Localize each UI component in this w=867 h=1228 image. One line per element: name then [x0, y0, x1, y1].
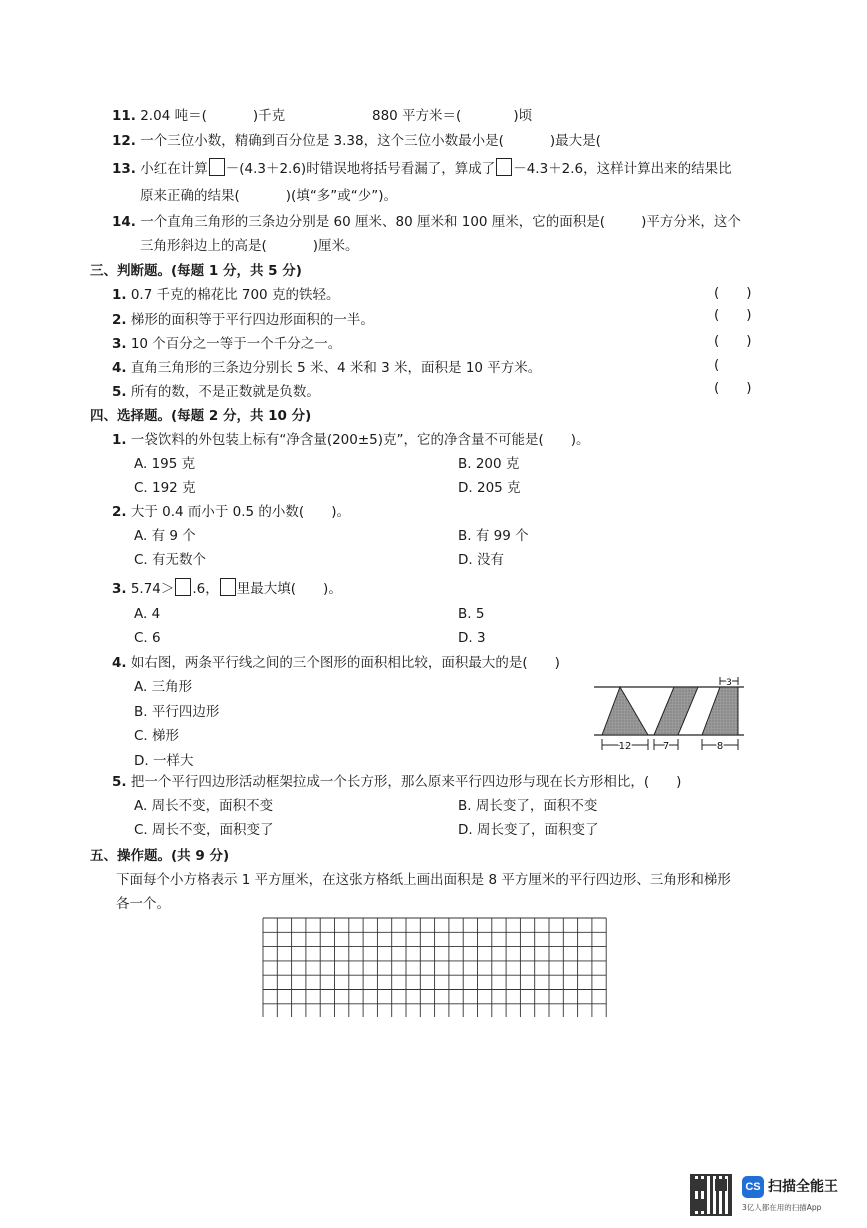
watermark-app-name: 扫描全能王 — [768, 1179, 838, 1195]
choice-q1-opt-b[interactable]: B. 200 克 — [458, 456, 520, 472]
choice-q5-number: 5. — [112, 774, 127, 790]
choice-q3-part2: .6， — [192, 581, 219, 597]
operate-instruction-line2: 各一个。 — [116, 896, 170, 912]
q13-part2: －(4.3＋2.6)时错误地将括号看漏了，算成了 — [225, 161, 496, 177]
q14-line1-a: 一个直角三角形的三条边分别是 60 厘米、80 厘米和 100 厘米，它的面积是( — [140, 214, 606, 230]
choice-q1-opt-d[interactable]: D. 205 克 — [458, 480, 521, 496]
choice-q1-text: 一袋饮料的外包装上标有“净含量(200±5)克”，它的净含量不可能是( )。 — [130, 432, 590, 448]
choice-q1-number: 1. — [112, 432, 127, 448]
q12-text: 一个三位小数，精确到百分位是 3.38，这个三位小数最小是( — [140, 133, 504, 149]
choice-q3-opt-c[interactable]: C. 6 — [134, 630, 161, 646]
q11-number: 11. — [112, 108, 136, 124]
choice-q3-opt-b[interactable]: B. 5 — [458, 606, 485, 622]
choice-q4-opt-b[interactable]: B. 平行四边形 — [134, 704, 220, 720]
operate-heading: 五、操作题。(共 9 分) — [90, 848, 230, 864]
judge-item-2-text: 梯形的面积等于平行四边形面积的一半。 — [130, 312, 374, 328]
choice-q5-opt-a[interactable]: A. 周长不变，面积不变 — [134, 798, 274, 814]
choice-q5-text: 把一个平行四边形活动框架拉成一个长方形，那么原来平行四边形与现在长方形相比，( ) — [130, 774, 682, 790]
q14-number: 14. — [112, 214, 136, 230]
choice-q2-opt-a[interactable]: A. 有 9 个 — [134, 528, 196, 544]
choice-q1-opt-a[interactable]: A. 195 克 — [134, 456, 196, 472]
choice-q2 — [112, 502, 350, 522]
q11-part-b: 880 平方米＝( — [372, 108, 462, 124]
judge-item-3-answer[interactable]: ( ) — [714, 333, 752, 349]
judge-item-1 — [112, 285, 339, 305]
q13-number: 13. — [112, 161, 136, 177]
judge-item-1-answer[interactable]: ( ) — [714, 285, 752, 301]
judge-item-4-number: 4. — [112, 360, 127, 376]
q11-part-a: 2.04 吨＝( — [140, 108, 207, 124]
qr-code-icon — [690, 1174, 732, 1216]
judge-item-5 — [112, 382, 320, 402]
choice-q3-opt-d[interactable]: D. 3 — [458, 630, 486, 646]
judge-item-4-text: 直角三角形的三条边分别长 5 米、4 米和 3 米，面积是 10 平方米。 — [130, 360, 542, 376]
judge-item-3-number: 3. — [112, 336, 127, 352]
judge-item-1-text: 0.7 千克的棉花比 700 克的铁轻。 — [130, 287, 340, 303]
choice-q5 — [112, 772, 681, 792]
choice-q2-opt-d[interactable]: D. 没有 — [458, 552, 504, 568]
judge-item-1-number: 1. — [112, 287, 127, 303]
choice-q2-opt-b[interactable]: B. 有 99 个 — [458, 528, 529, 544]
operate-instruction-line1: 下面每个小方格表示 1 平方厘米，在这张方格纸上画出面积是 8 平方厘米的平行四边形、三角形和梯形 — [116, 872, 731, 888]
square-grid-paper[interactable] — [262, 917, 608, 1021]
q12-tail: )最大是( — [549, 133, 601, 149]
q12-line — [112, 131, 601, 151]
q13-box-1 — [209, 158, 225, 176]
choice-q2-number: 2. — [112, 504, 127, 520]
q13-line1 — [112, 158, 732, 179]
choice-heading: 四、选择题。(每题 2 分，共 10 分) — [90, 408, 312, 424]
q14-line1-b: )平方分米，这个 — [641, 214, 741, 230]
choice-q5-opt-d[interactable]: D. 周长变了，面积变了 — [458, 822, 599, 838]
q14-line2 — [140, 236, 359, 256]
figure-label-8: 8 — [716, 741, 724, 752]
q13-box-2 — [496, 158, 512, 176]
q11-part-a-close: )千克 — [252, 108, 286, 124]
choice-q4 — [112, 653, 560, 673]
q11-part-b-close: )顷 — [513, 108, 533, 124]
choice-q4-opt-d[interactable]: D. 一样大 — [134, 753, 194, 769]
scanner-watermark — [690, 1172, 860, 1222]
choice-q5-opt-c[interactable]: C. 周长不变，面积变了 — [134, 822, 274, 838]
choice-q1 — [112, 430, 590, 450]
figure-label-3: 3 — [726, 678, 732, 688]
camscanner-logo-icon: CS — [742, 1176, 764, 1198]
choice-q3 — [112, 578, 342, 599]
triangle-shape — [602, 687, 648, 735]
choice-q5-opt-b[interactable]: B. 周长变了，面积不变 — [458, 798, 598, 814]
q13-line2 — [140, 186, 397, 206]
figure-label-7: 7 — [662, 741, 670, 752]
judge-item-4-answer[interactable]: ( — [714, 357, 720, 373]
q11-line — [112, 106, 285, 126]
judge-item-4 — [112, 358, 541, 378]
watermark-tagline: 3亿人都在用的扫描App — [742, 1203, 822, 1212]
q11-line-b — [372, 106, 532, 126]
choice-q2-text: 大于 0.4 而小于 0.5 的小数( )。 — [130, 504, 350, 520]
q14-line1 — [112, 212, 741, 232]
choice-q4-opt-a[interactable]: A. 三角形 — [134, 679, 193, 695]
choice-q3-part1: 5.74＞ — [130, 581, 175, 597]
judge-item-3-text: 10 个百分之一等于一个千分之一。 — [130, 336, 342, 352]
choice-q4-text: 如右图，两条平行线之间的三个图形的面积相比较，面积最大的是( ) — [130, 655, 560, 671]
q12-number: 12. — [112, 133, 136, 149]
q13-part3: －4.3＋2.6，这样计算出来的结果比 — [513, 161, 732, 177]
choice-q3-part3: 里最大填( )。 — [236, 581, 342, 597]
judge-item-2-number: 2. — [112, 312, 127, 328]
figure-label-12: 12 — [618, 741, 632, 752]
q14-line2-b: )厘米。 — [312, 238, 359, 254]
judge-item-5-text: 所有的数，不是正数就是负数。 — [130, 384, 320, 400]
q14-line2-a: 三角形斜边上的高是( — [140, 238, 267, 254]
judge-item-5-answer[interactable]: ( ) — [714, 380, 752, 396]
trapezoid-shape — [702, 687, 738, 735]
q13-part1: 小红在计算 — [140, 161, 208, 177]
q13-line2-a: 原来正确的结果( — [140, 188, 240, 204]
parallel-lines-figure — [592, 675, 757, 761]
parallelogram-shape — [654, 687, 698, 735]
choice-q4-number: 4. — [112, 655, 127, 671]
choice-q3-number: 3. — [112, 581, 127, 597]
choice-q3-box-1 — [175, 578, 191, 596]
judge-item-2-answer[interactable]: ( ) — [714, 307, 752, 323]
q13-line2-b: )(填“多”或“少”)。 — [285, 188, 398, 204]
choice-q1-opt-c[interactable]: C. 192 克 — [134, 480, 196, 496]
choice-q3-box-2 — [220, 578, 236, 596]
judge-item-3 — [112, 334, 341, 354]
judge-item-2 — [112, 310, 374, 330]
choice-q4-opt-c[interactable]: C. 梯形 — [134, 728, 180, 744]
judge-heading: 三、判断题。(每题 1 分，共 5 分) — [90, 263, 302, 279]
choice-q2-opt-c[interactable]: C. 有无数个 — [134, 552, 207, 568]
choice-q3-opt-a[interactable]: A. 4 — [134, 606, 161, 622]
judge-item-5-number: 5. — [112, 384, 127, 400]
